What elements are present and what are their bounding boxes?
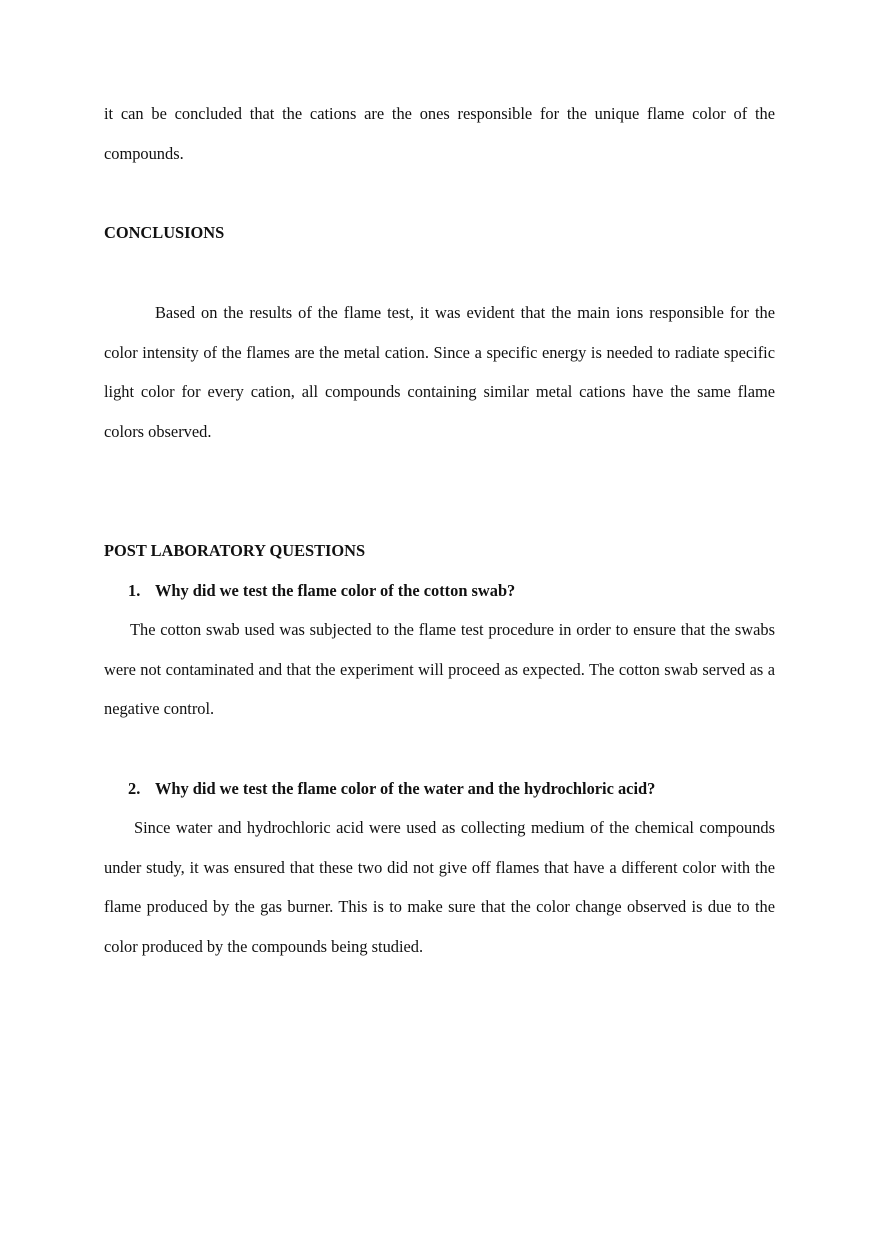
answer-1-paragraph: The cotton swab used was subjected to the flame test procedure in order to ensure that the swabs were not contaminated and that the experiment will proceed as expected. The cotton swab served as a negative control. bbox=[104, 620, 775, 719]
intro-paragraph: it can be concluded that the cations are the ones responsible for the unique flame color of the compounds. bbox=[104, 104, 775, 163]
question-2-text: Why did we test the flame color of the water and the hydrochloric acid? bbox=[155, 779, 656, 798]
question-1-number: 1. bbox=[128, 581, 141, 600]
question-1-text: Why did we test the flame color of the cotton swab? bbox=[155, 581, 516, 600]
conclusions-paragraph: Based on the results of the flame test, it was evident that the main ions responsible for the color intensity of the flames are the metal cation. Since a specific energy is needed to radiate specific light color for every cation, all compounds containing similar metal cations have the same flame colors observed. bbox=[104, 303, 775, 441]
question-2-number: 2. bbox=[128, 779, 141, 798]
question-1 bbox=[128, 581, 515, 601]
post-lab-heading: POST LABORATORY QUESTIONS bbox=[104, 541, 366, 560]
question-2 bbox=[128, 779, 655, 799]
conclusions-heading: CONCLUSIONS bbox=[104, 223, 225, 242]
answer-2-paragraph: Since water and hydrochloric acid were used as collecting medium of the chemical compounds under study, it was ensured that these two did not give off flames that have a different color with the flame produced by the gas burner. This is to make sure that the color change observed is due to the color produced by the compounds being studied. bbox=[104, 818, 775, 956]
